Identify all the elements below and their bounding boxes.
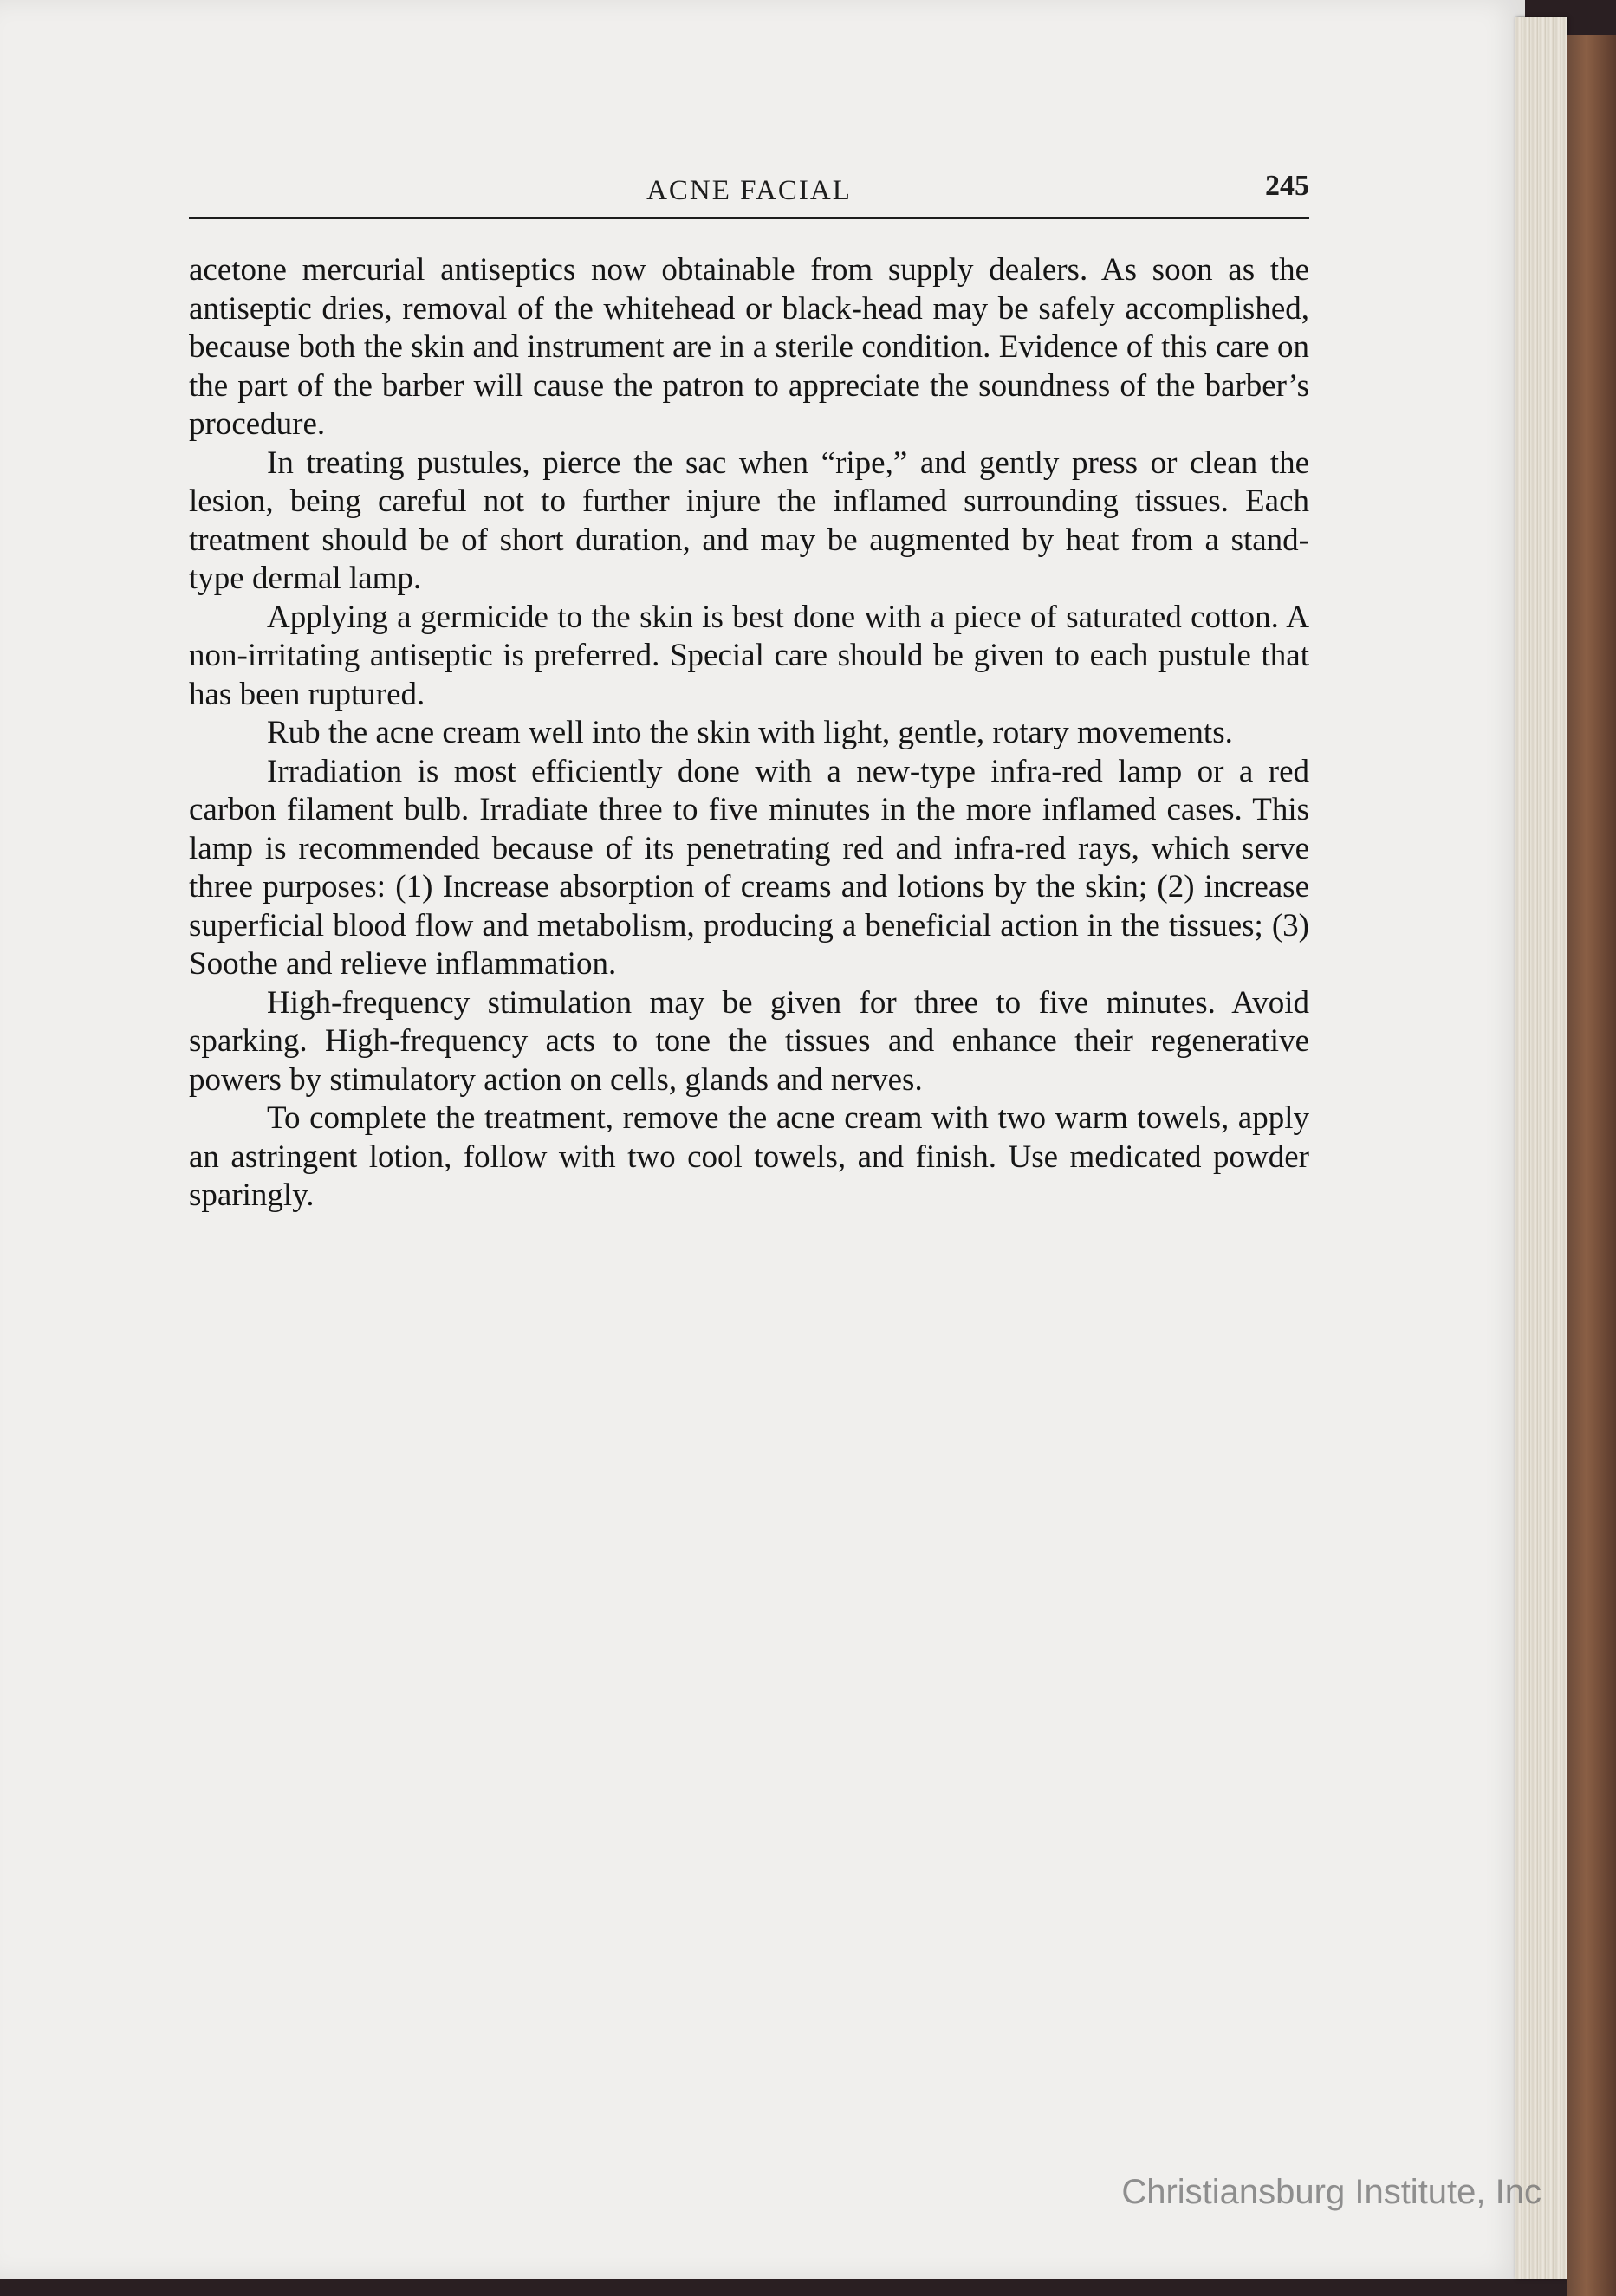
paragraph-5: Irradiation is most efficiently done with a new-type infra-red lamp or a red carbon filament bulb. Irradiate three to five minutes in the more inflamed cases. This lamp is recommended because of its penetrating red and infra-red rays, which serve three purposes: (1) Increase absorption of creams and lotions by the skin; (2) increase superficial blood flow and metabolism, producing a beneficial action in the tissues; (3) Soothe and relieve inflammation. <box>189 753 1309 982</box>
book-cover-edge <box>1567 35 1616 2296</box>
paragraph-2: In treating pustules, pierce the sac when “ripe,” and gently press or clean the lesion, being careful not to further injure the inflamed surrounding tissues. Each treatment should be of short duration, and may be augmented by heat from a stand-type dermal lamp. <box>189 444 1309 596</box>
page-number: 245 <box>1265 170 1309 202</box>
running-header <box>189 170 1309 219</box>
watermark: Christiansburg Institute, Inc <box>1121 2173 1541 2211</box>
paragraph-3: Applying a germicide to the skin is best done with a piece of saturated cotton. A non-irritating antiseptic is preferred. Special care should be given to each pustule that has been ruptured. <box>189 599 1309 712</box>
paragraph-1: acetone mercurial antiseptics now obtainable from supply dealers. As soon as the antiseptic dries, removal of the whitehead or black-head may be safely accomplished, because both the skin and instrument are in a sterile condition. Evidence of this care on the part of the barber will cause the patron to appreciate the soundness of the barber’s procedure. <box>189 252 1309 442</box>
paragraph-6: High-frequency stimulation may be given for three to five minutes. Avoid sparking. High-frequency acts to tone the tissues and enhance their regenerative powers by stimulatory action on cells, glands and nerves. <box>189 984 1309 1098</box>
paragraph-7: To complete the treatment, remove the acne cream with two warm towels, apply an astringent lotion, follow with two cool towels, and finish. Use medicated powder sparingly. <box>189 1100 1309 1213</box>
body-text <box>189 251 1309 1216</box>
page-edges <box>1515 17 1567 2279</box>
running-title: ACNE FACIAL <box>646 175 852 206</box>
paragraph-4: Rub the acne cream well into the skin with light, gentle, rotary movements. <box>267 715 1233 750</box>
